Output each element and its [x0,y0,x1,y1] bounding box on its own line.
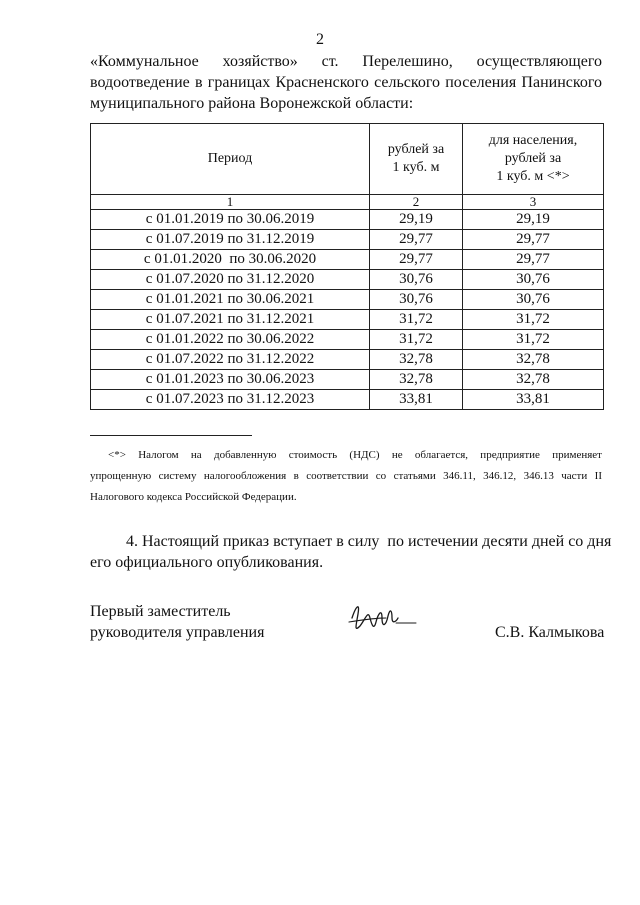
header-line: 1 куб. м [392,160,440,175]
period-cell: с 01.07.2021 по 31.12.2021 [91,310,370,330]
table-row [91,350,604,370]
column-number: 3 [463,195,604,210]
table-row [91,230,604,250]
rate-cell: 31,72 [370,330,463,350]
signatory-title [90,601,264,643]
table-row [91,250,604,270]
footnote-divider [90,435,252,436]
clause-paragraph [90,531,612,573]
intro-line: водоотведение в границах Красненского сельского поселения Панинского [90,74,602,91]
column-number: 1 [91,195,370,210]
rate-cell: 33,81 [370,390,463,410]
table-header-row [91,124,604,195]
header-line: для населения, [488,133,578,148]
footnote-line: <*> Налогом на добавленную стоимость (НДС) не облагается, предприятие применяет [108,449,602,461]
period-cell: с 01.01.2023 по 30.06.2023 [91,370,370,390]
signatory-title-line: Первый заместитель [90,603,231,620]
period-cell: с 01.07.2019 по 31.12.2019 [91,230,370,250]
population-rate-cell: 29,77 [463,250,604,270]
footnote [90,445,602,508]
period-cell: с 01.01.2021 по 30.06.2021 [91,290,370,310]
table-row [91,330,604,350]
population-rate-cell: 32,78 [463,350,604,370]
tariff-table [90,123,604,410]
header-period [91,124,370,195]
rate-cell: 32,78 [370,350,463,370]
table-row [91,270,604,290]
rate-cell: 29,77 [370,250,463,270]
header-line: рублей за [387,142,445,157]
table-row [91,290,604,310]
header-line: Период [207,151,253,166]
rate-cell: 29,19 [370,210,463,230]
header-line: рублей за [504,151,562,166]
period-cell: с 01.07.2023 по 31.12.2023 [91,390,370,410]
intro-line: «Коммунальное хозяйство» ст. Перелешино, осуществляющего [90,53,602,70]
rate-cell: 31,72 [370,310,463,330]
intro-paragraph [90,51,602,114]
clause-line: 4. Настоящий приказ вступает в силу по истечении десяти дней со дня [126,533,612,550]
period-cell: с 01.07.2022 по 31.12.2022 [91,350,370,370]
header-population-rate [463,124,604,195]
population-rate-cell: 33,81 [463,390,604,410]
population-rate-cell: 31,72 [463,330,604,350]
header-rate [370,124,463,195]
rate-cell: 29,77 [370,230,463,250]
page-number: 2 [316,31,324,48]
period-cell: с 01.01.2022 по 30.06.2022 [91,330,370,350]
period-cell: с 01.07.2020 по 31.12.2020 [91,270,370,290]
population-rate-cell: 30,76 [463,270,604,290]
table-row [91,390,604,410]
population-rate-cell: 31,72 [463,310,604,330]
period-cell: с 01.01.2020 по 30.06.2020 [91,250,370,270]
population-rate-cell: 29,19 [463,210,604,230]
signatory-name: С.В. Калмыкова [495,624,605,641]
signatory-title-line: руководителя управления [90,624,265,641]
table-row [91,310,604,330]
table-row [91,370,604,390]
column-number: 2 [370,195,463,210]
population-rate-cell: 32,78 [463,370,604,390]
period-cell: с 01.01.2019 по 30.06.2019 [91,210,370,230]
clause-line: его официального опубликования. [90,554,324,571]
population-rate-cell: 30,76 [463,290,604,310]
population-rate-cell: 29,77 [463,230,604,250]
intro-line: муниципального района Воронежской области: [90,95,414,112]
handwritten-signature [346,596,418,640]
table-row [91,210,604,230]
rate-cell: 30,76 [370,290,463,310]
rate-cell: 32,78 [370,370,463,390]
footnote-line: упрощенную систему налогообложения в соответствии со статьями 346.11, 346.12, 346.13 части II [90,470,602,482]
rate-cell: 30,76 [370,270,463,290]
header-line: 1 куб. м <*> [496,169,570,184]
footnote-line: Налогового кодекса Российской Федерации. [90,491,297,503]
column-number-row [91,195,604,210]
